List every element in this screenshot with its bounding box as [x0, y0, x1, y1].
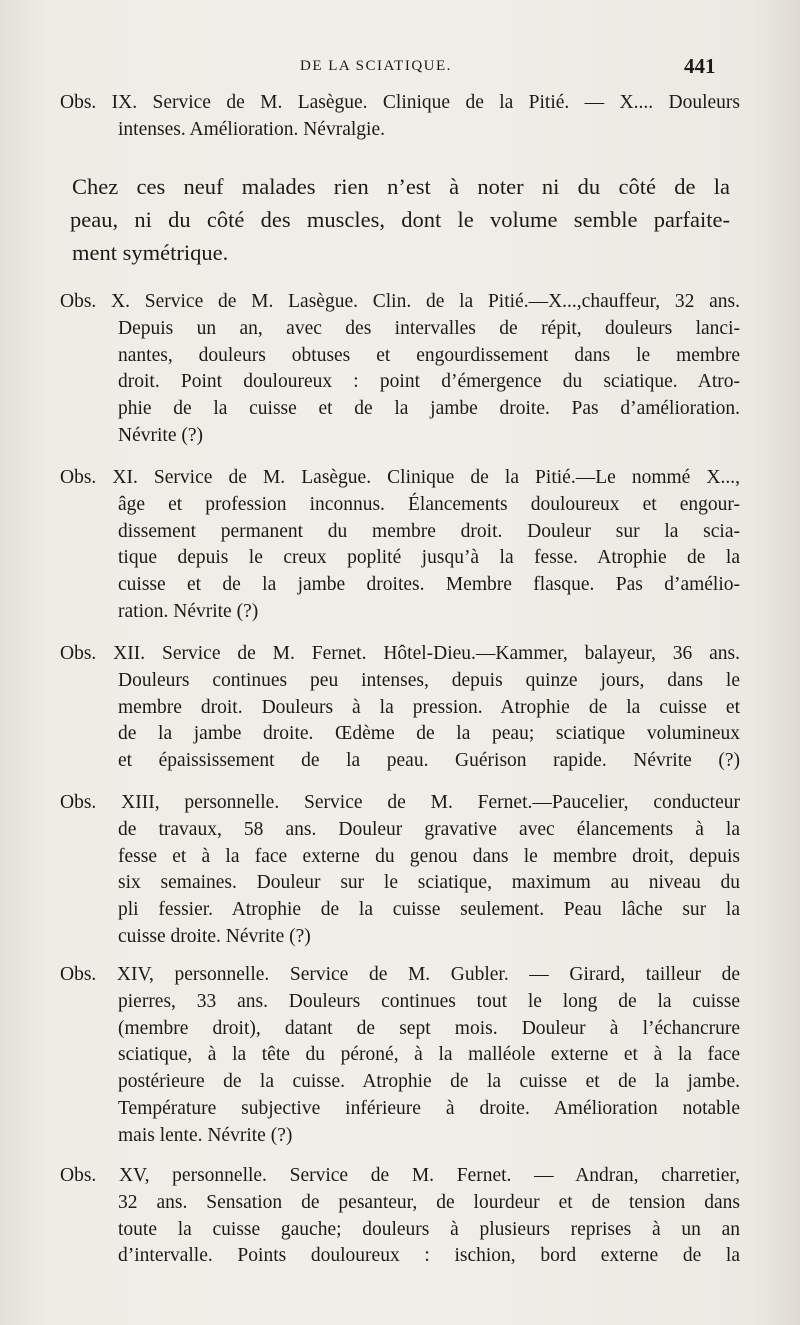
obs-line: dissement permanent du membre droit. Douleur sur la scia-: [118, 520, 740, 542]
body-paragraph: [72, 170, 730, 269]
obs-line: Obs. XV, personnelle. Service de M. Fernet. — Andran, charretier,: [60, 1165, 740, 1186]
obs-line: cuisse droite. Névrite (?): [118, 925, 311, 947]
obs-line: âge et profession inconnus. Élancements douloureux et engour-: [118, 493, 740, 515]
obs-line: tique depuis le creux poplité jusqu’à la fesse. Atrophie de la: [118, 547, 740, 569]
obs-line: Obs. XI. Service de M. Lasègue. Clinique de la Pitié.—Le nommé X...,: [60, 467, 740, 488]
obs-line: intenses. Amélioration. Névralgie.: [118, 118, 385, 140]
obs-line: droit. Point douloureux : point d’émergence du sciatique. Atro-: [118, 371, 740, 393]
paragraph-line: Chez ces neuf malades rien n’est à noter ni du côté de la: [72, 174, 730, 199]
obs-line: de travaux, 58 ans. Douleur gravative avec élancements à la: [118, 818, 740, 840]
obs-line: Névrite (?): [118, 424, 203, 446]
obs-line: 32 ans. Sensation de pesanteur, de lourdeur et de tension dans: [118, 1191, 740, 1213]
obs-line: Depuis un an, avec des intervalles de répit, douleurs lanci-: [118, 317, 740, 339]
obs-line: fesse et à la face externe du genou dans le membre droit, depuis: [118, 845, 740, 867]
obs-line: Obs. IX. Service de M. Lasègue. Clinique de la Pitié. — X.... Douleurs: [60, 92, 740, 113]
obs-line: Obs. XIV, personnelle. Service de M. Gubler. — Girard, tailleur de: [60, 964, 740, 985]
observation-ix: [60, 90, 740, 144]
obs-line: ration. Névrite (?): [118, 600, 259, 622]
obs-line: Obs. XII. Service de M. Fernet. Hôtel-Dieu.—Kammer, balayeur, 36 ans.: [60, 643, 740, 664]
observation-xiii: [60, 790, 740, 951]
observation-x: [60, 289, 740, 450]
obs-line: nantes, douleurs obtuses et engourdissement dans le membre: [118, 344, 740, 366]
obs-line: cuisse et de la jambe droites. Membre flasque. Pas d’amélio-: [118, 574, 740, 596]
obs-line: Douleurs continues peu intenses, depuis quinze jours, dans le: [118, 669, 740, 691]
obs-line: Température subjective inférieure à droite. Amélioration notable: [118, 1097, 740, 1119]
obs-line: Obs. XIII, personnelle. Service de M. Fernet.—Paucelier, conducteur: [60, 792, 740, 813]
obs-line: pierres, 33 ans. Douleurs continues tout le long de la cuisse: [118, 990, 740, 1012]
obs-line: d’intervalle. Points douloureux : ischion, bord externe de la: [118, 1245, 740, 1267]
obs-line: postérieure de la cuisse. Atrophie de la cuisse et de la jambe.: [118, 1071, 740, 1093]
obs-line: mais lente. Névrite (?): [118, 1124, 293, 1146]
obs-line: sciatique, à la tête du péroné, à la malléole externe et à la face: [118, 1044, 740, 1066]
paragraph-line: peau, ni du côté des muscles, dont le volume semble parfaite-: [70, 207, 730, 232]
obs-line: phie de la cuisse et de la jambe droite. Pas d’amélioration.: [118, 398, 740, 420]
obs-line: de la jambe droite. Œdème de la peau; sciatique volumineux: [118, 723, 740, 745]
observation-xiv: [60, 962, 740, 1150]
paragraph-line: ment symétrique.: [72, 240, 229, 265]
obs-line: pli fessier. Atrophie de la cuisse seulement. Peau lâche sur la: [118, 899, 740, 921]
obs-line: toute la cuisse gauche; douleurs à plusieurs reprises à un an: [118, 1218, 740, 1240]
obs-line: membre droit. Douleurs à la pression. Atrophie de la cuisse et: [118, 696, 740, 718]
page-number: 441: [684, 54, 716, 78]
observation-xi: [60, 465, 740, 626]
running-title: DE LA SCIATIQUE.: [300, 58, 452, 74]
page-header: [0, 54, 800, 82]
obs-line: (membre droit), datant de sept mois. Douleur à l’échancrure: [118, 1017, 740, 1039]
obs-line: six semaines. Douleur sur le sciatique, maximum au niveau du: [118, 872, 740, 894]
obs-line: et épaississement de la peau. Guérison rapide. Névrite (?): [118, 750, 740, 772]
observation-xii: [60, 641, 740, 775]
observation-xv: [60, 1163, 740, 1270]
obs-line: Obs. X. Service de M. Lasègue. Clin. de la Pitié.—X...,chauffeur, 32 ans.: [60, 291, 740, 312]
